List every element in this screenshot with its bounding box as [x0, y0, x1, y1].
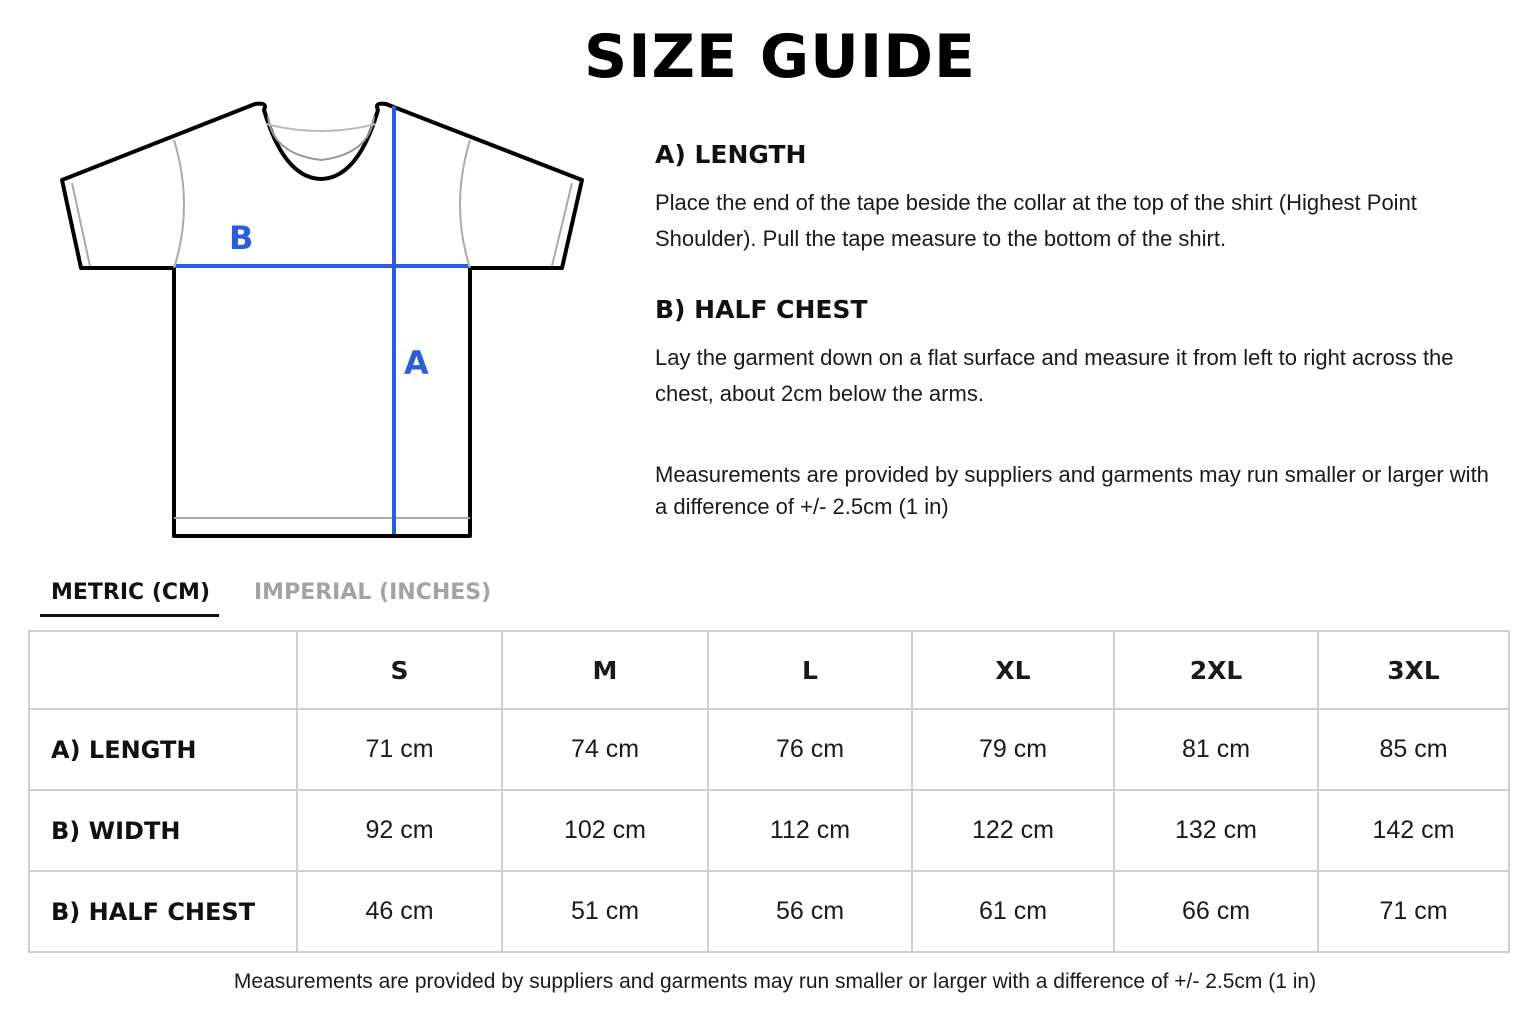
section-a-heading: A) LENGTH	[655, 140, 807, 169]
table-cell: 56 cm	[708, 871, 912, 952]
label-a: A	[404, 344, 429, 382]
tab-metric[interactable]: METRIC (CM)	[51, 580, 211, 605]
header-size-2xl: 2XL	[1114, 631, 1318, 709]
table-cell: 66 cm	[1114, 871, 1318, 952]
table-row	[29, 790, 1509, 871]
row-label: B) WIDTH	[29, 790, 297, 871]
table-cell: 81 cm	[1114, 709, 1318, 790]
tshirt-outline	[62, 104, 582, 536]
label-b: B	[229, 219, 254, 257]
table-header-row	[29, 631, 1509, 709]
measurement-instructions	[655, 140, 1505, 523]
section-b-text: Lay the garment down on a flat surface and measure it from left to right across the chest, about 2cm below the arms.	[655, 345, 1454, 406]
section-b-heading: B) HALF CHEST	[655, 295, 868, 324]
table-cell: 71 cm	[1318, 871, 1509, 952]
page-title: SIZE GUIDE	[583, 22, 976, 92]
tshirt-icon	[52, 96, 592, 546]
table-cell: 46 cm	[297, 871, 502, 952]
table-cell: 92 cm	[297, 790, 502, 871]
tab-imperial[interactable]: IMPERIAL (INCHES)	[254, 580, 492, 605]
footer-note: Measurements are provided by suppliers and garments may run smaller or larger with a difference of +/- 2.5cm (1 in)	[233, 970, 1317, 993]
active-tab-indicator	[40, 614, 219, 617]
table-cell: 74 cm	[502, 709, 708, 790]
header-size-3xl: 3XL	[1318, 631, 1509, 709]
row-label: A) LENGTH	[29, 709, 297, 790]
header-size-s: S	[297, 631, 502, 709]
table-cell: 61 cm	[912, 871, 1114, 952]
collar-back	[266, 124, 376, 131]
table-cell: 102 cm	[502, 790, 708, 871]
table-cell: 79 cm	[912, 709, 1114, 790]
row-label: B) HALF CHEST	[29, 871, 297, 952]
measurement-note: Measurements are provided by suppliers and garments may run smaller or larger with a difference of +/- 2.5cm (1 in)	[655, 462, 1489, 519]
header-cell-empty	[29, 631, 297, 709]
table-cell: 142 cm	[1318, 790, 1509, 871]
section-a-text: Place the end of the tape beside the collar at the top of the shirt (Highest Point Shoulder). Pull the tape measure to the bottom of the shirt.	[655, 190, 1417, 251]
table-cell: 51 cm	[502, 871, 708, 952]
table-row	[29, 871, 1509, 952]
table-cell: 132 cm	[1114, 790, 1318, 871]
table-cell: 112 cm	[708, 790, 912, 871]
table-row	[29, 709, 1509, 790]
size-table	[28, 630, 1510, 953]
table-cell: 85 cm	[1318, 709, 1509, 790]
header-size-m: M	[502, 631, 708, 709]
header-size-l: L	[708, 631, 912, 709]
table-cell: 122 cm	[912, 790, 1114, 871]
header-size-xl: XL	[912, 631, 1114, 709]
table-cell: 71 cm	[297, 709, 502, 790]
table-cell: 76 cm	[708, 709, 912, 790]
